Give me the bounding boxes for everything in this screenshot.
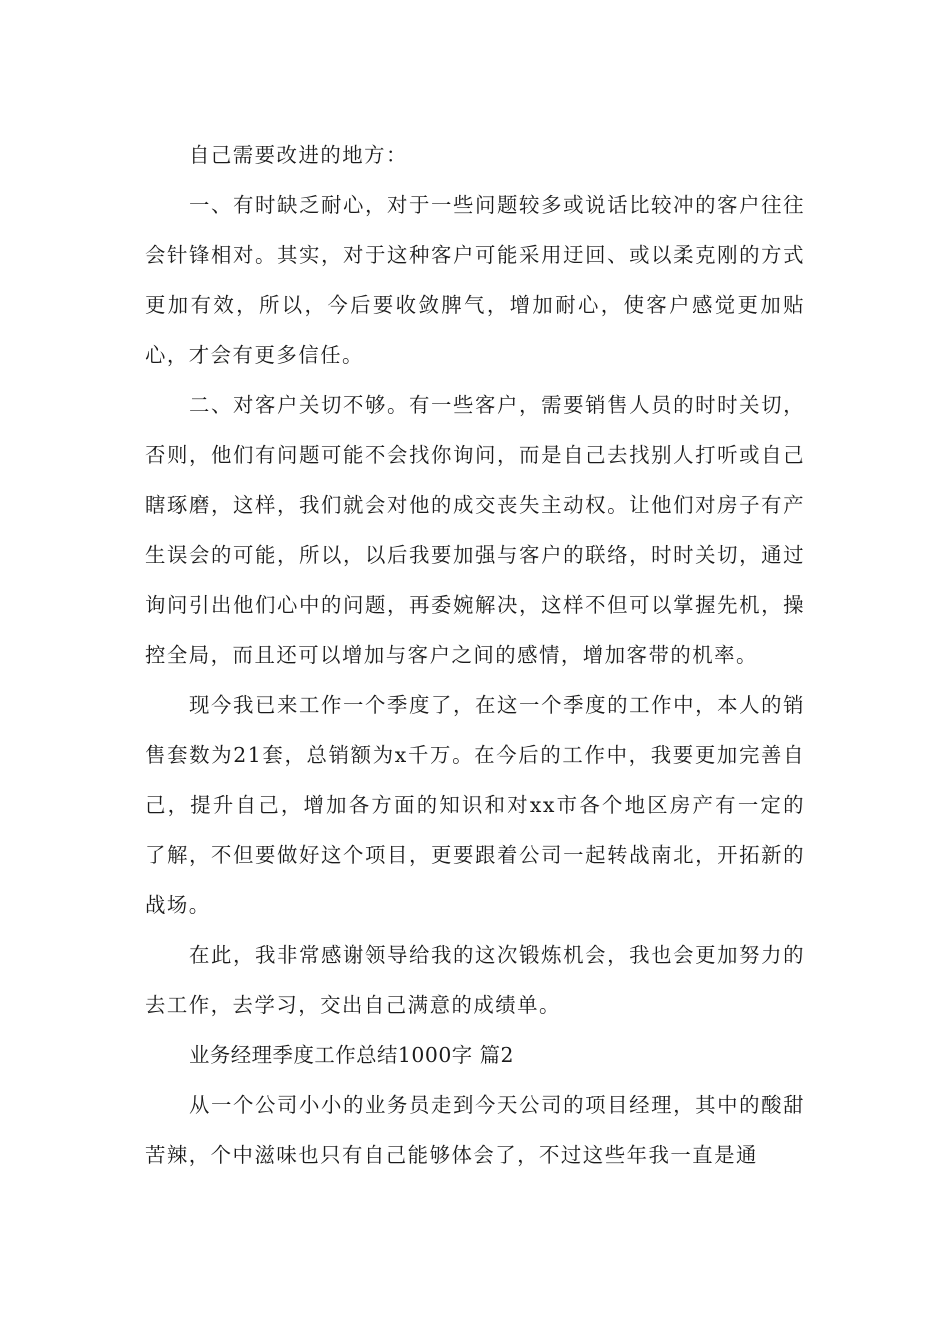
paragraph-improvements-intro: 自己需要改进的地方：	[189, 143, 408, 167]
paragraph-point-two: 二、对客户关切不够。有一些客户，需要销售人员的时时关切，否则，他们有问题可能不会找你询问，而是自己去找别人打听或自己瞎琢磨，这样，我们就会对他的成交丧失主动权。让他们对房子有产生误会的可能，所以，以后我要加强与客户的联络，时时关切，通过询问引出他们心中的问题，再委婉解决，这样不但可以掌握先机，操控全局，而且还可以增加与客户之间的感情，增加客带的机率。	[145, 393, 805, 667]
document-body	[145, 130, 805, 1180]
paragraph-quarter-summary: 现今我已来工作一个季度了，在这一个季度的工作中，本人的销售套数为21套，总销额为x千万。在今后的工作中，我要更加完善自己，提升自己，增加各方面的知识和对xx市各个地区房产有一定的了解，不但要做好这个项目，更要跟着公司一起转战南北，开拓新的战场。	[145, 693, 805, 917]
paragraph-thanks: 在此，我非常感谢领导给我的这次锻炼机会，我也会更加努力的去工作，去学习，交出自己满意的成绩单。	[145, 943, 805, 1017]
section-heading: 业务经理季度工作总结1000字 篇2	[189, 1043, 515, 1067]
paragraph-point-one: 一、有时缺乏耐心，对于一些问题较多或说话比较冲的客户往往会针锋相对。其实，对于这种客户可能采用迂回、或以柔克刚的方式更加有效，所以，今后要收敛脾气，增加耐心，使客户感觉更加贴心，才会有更多信任。	[145, 193, 805, 367]
paragraph-section-two-start: 从一个公司小小的业务员走到今天公司的项目经理，其中的酸甜苦辣，个中滋味也只有自己能够体会了，不过这些年我一直是通	[145, 1093, 805, 1167]
